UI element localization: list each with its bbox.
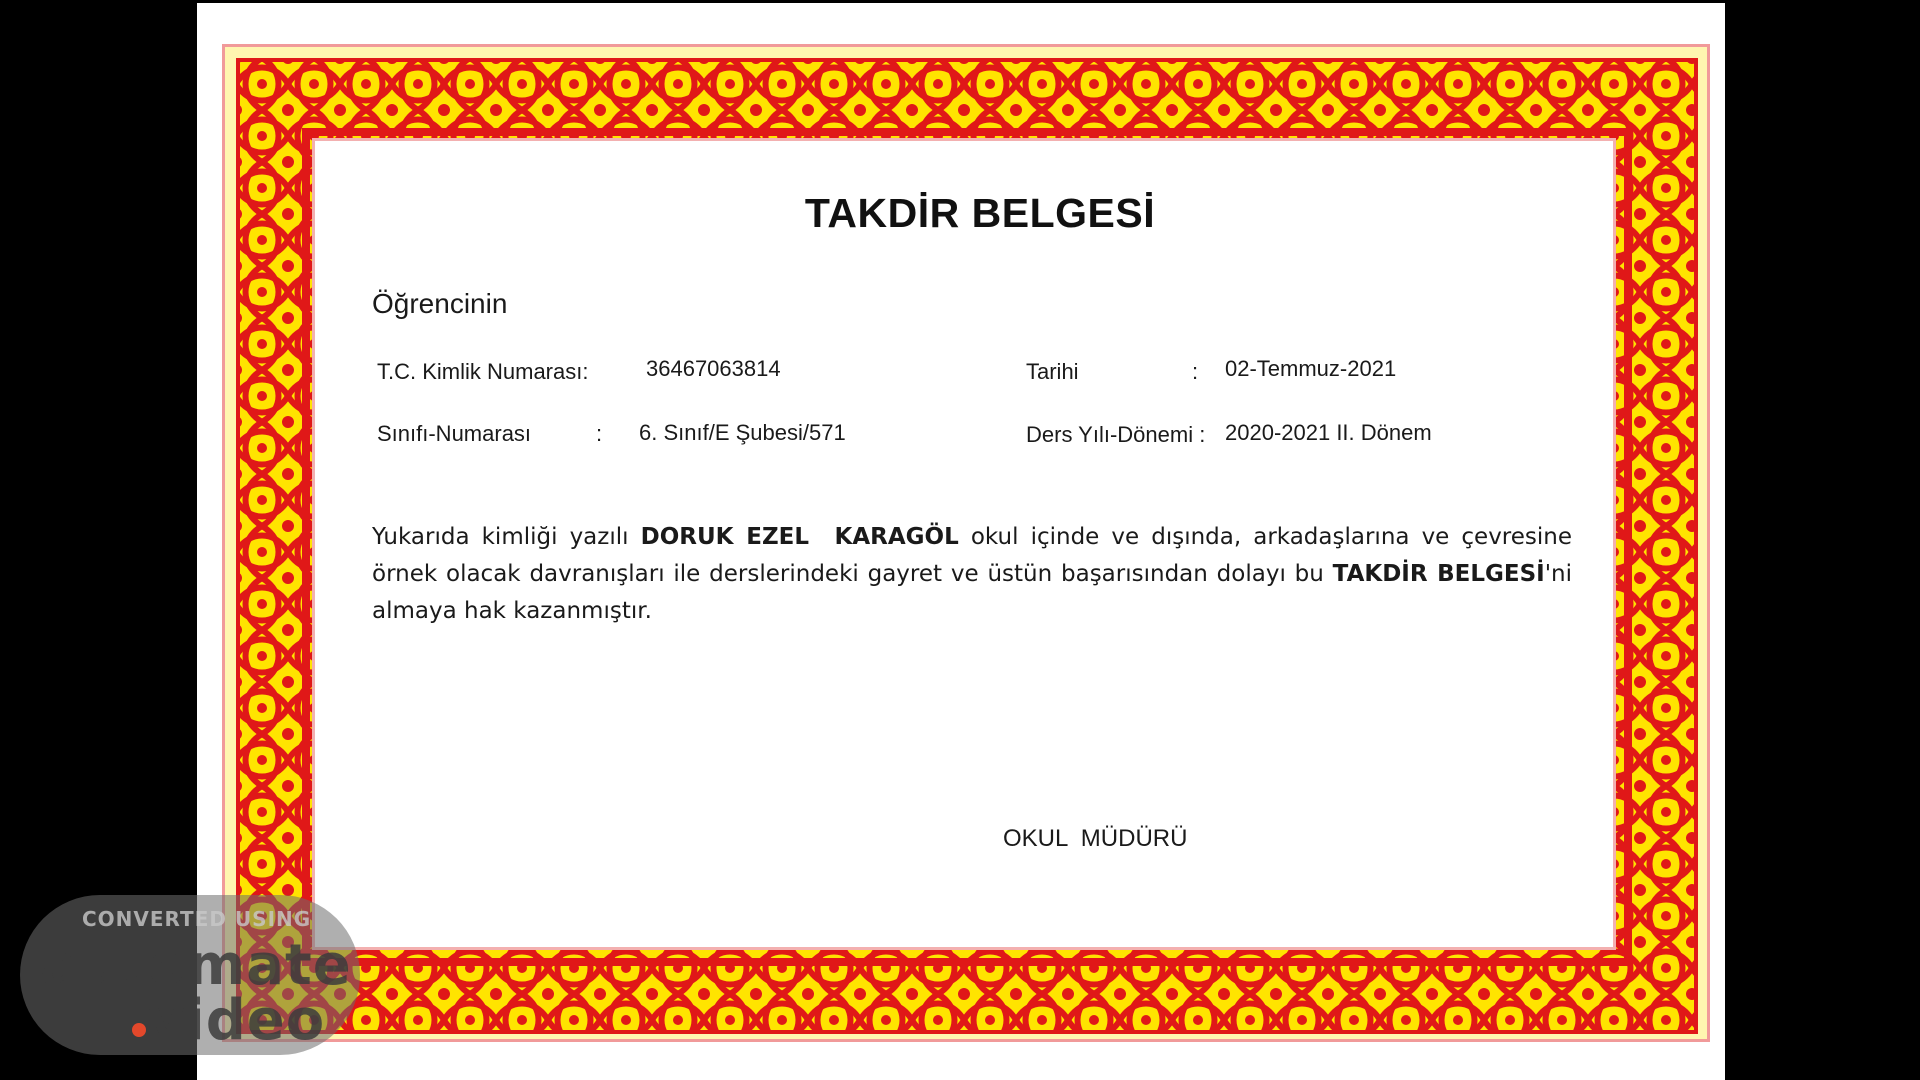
certificate-body: [372, 519, 1572, 630]
body-ending: 'ni almaya hak kazanmıştır.: [372, 561, 1572, 624]
class-label: Sınıfı-Numarası: [377, 421, 532, 446]
signature-label: OKUL MÜDÜRÜ: [1003, 825, 1188, 852]
watermark-dot-icon: [132, 1023, 146, 1037]
certificate-title: TAKDİR BELGESİ: [804, 190, 1156, 236]
date-value: 02-Temmuz-2021: [1225, 356, 1397, 381]
date-colon: :: [1192, 359, 1199, 384]
body-intro: Yukarıda kimliği yazılı: [372, 524, 629, 550]
award-name: TAKDİR BELGESİ: [1332, 561, 1545, 587]
class-value: 6. Sınıf/E Şubesi/571: [639, 420, 846, 445]
watermark-logo-line2: video: [148, 988, 326, 1053]
term-value: 2020-2021 II. Dönem: [1225, 420, 1432, 445]
date-label: Tarihi: [1026, 359, 1079, 384]
student-name: DORUK EZEL KARAGÖL: [640, 524, 959, 550]
watermark-caption: CONVERTED USING: [82, 907, 312, 931]
body-middle: okul içinde ve dışında, arkadaşlarına ve çevresine örnek olacak davranışları ile derslerindeki gayret ve üstün başarısından dolayı bu: [372, 524, 1573, 587]
tc-value: 36467063814: [646, 356, 781, 381]
student-heading: Öğrencinin: [372, 288, 508, 319]
class-colon: :: [596, 421, 603, 446]
tc-label: T.C. Kimlik Numarası:: [377, 359, 589, 384]
term-label: Ders Yılı-Dönemi :: [1026, 422, 1206, 447]
watermark-logo-line1: automate: [40, 933, 352, 998]
